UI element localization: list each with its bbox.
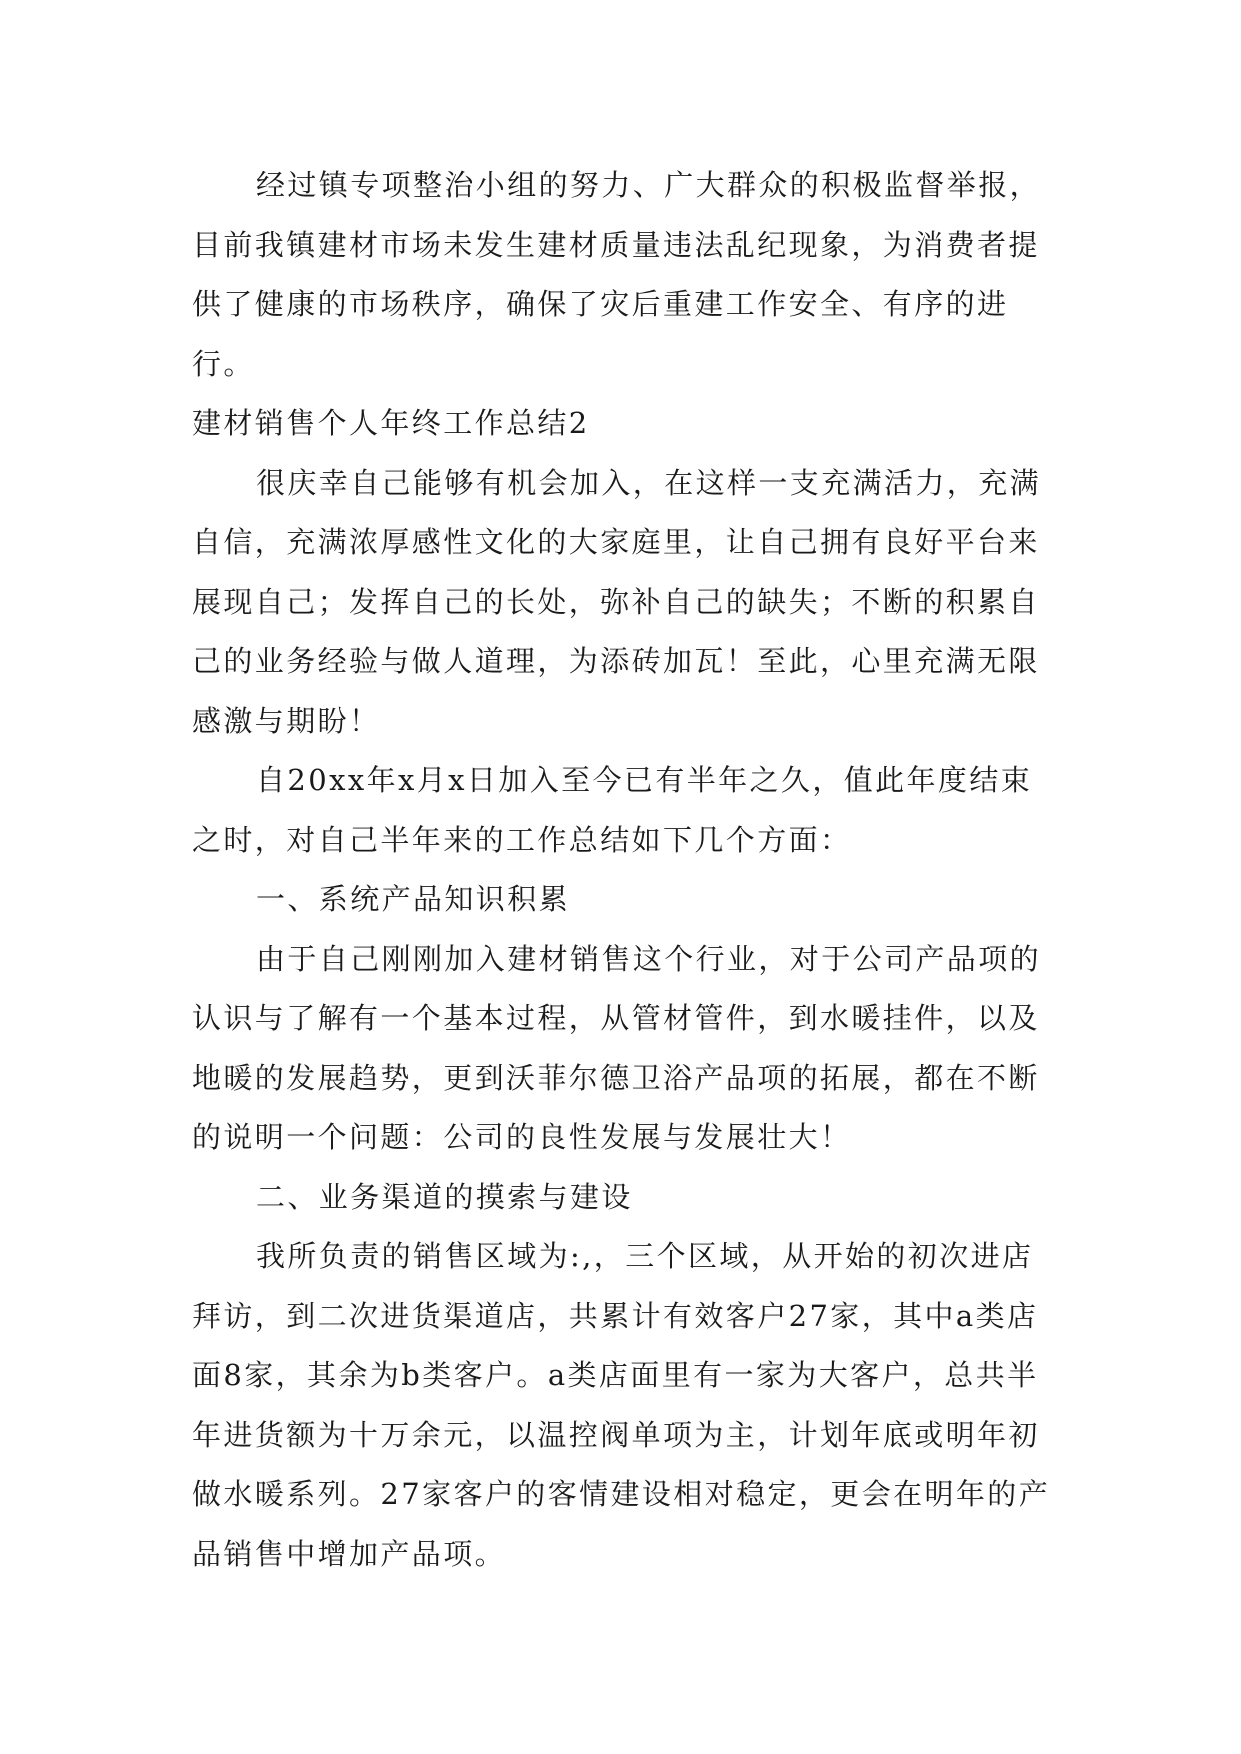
paragraph-product-knowledge: 由于自己刚刚加入建材销售这个行业，对于公司产品项的认识与了解有一个基本过程，从管材管件，到水暖挂件，以及地暖的发展趋势，更到沃菲尔德卫浴产品项的拓展，都在不断的说明一个问题：公司的良性发展与发展壮大！ (192, 941, 1042, 1154)
paragraph-channel-building: 我所负责的销售区域为:,，三个区域，从开始的初次进店拜访，到二次进货渠道店，共累计有效客户27家，其中a类店面8家，其余为b类客户。a类店面里有一家为大客户，总共半年进货额为十万余元，以温控阀单项为主，计划年底或明年初做水暖系列。27家客户的客情建设相对稳定，更会在明年的产品销售中增加产品项。 (192, 1239, 1051, 1571)
section-title: 建材销售个人年终工作总结2 (192, 406, 590, 440)
subheading-channel-building: 二、业务渠道的摸索与建设 (256, 1179, 633, 1214)
document-page (192, 156, 1062, 1584)
subheading-product-knowledge: 一、系统产品知识积累 (256, 882, 571, 916)
paragraph-gratitude: 很庆幸自己能够有机会加入，在这样一支充满活力，充满自信，充满浓厚感性文化的大家庭里，让自己拥有良好平台来展现自己；发挥自己的长处，弥补自己的缺失；不断的积累自己的业务经验与做人道理，为添砖加瓦！至此，心里充满无限感激与期盼！ (192, 465, 1042, 738)
paragraph-intro: 经过镇专项整治小组的努力、广大群众的积极监督举报，目前我镇建材市场未发生建材质量违法乱纪现象，为消费者提供了健康的市场秩序，确保了灾后重建工作安全、有序的进行。 (192, 168, 1042, 381)
paragraph-summary-intro: 自20xx年x月x日加入至今已有半年之久，值此年度结束之时，对自己半年来的工作总结如下几个方面： (192, 763, 1033, 857)
